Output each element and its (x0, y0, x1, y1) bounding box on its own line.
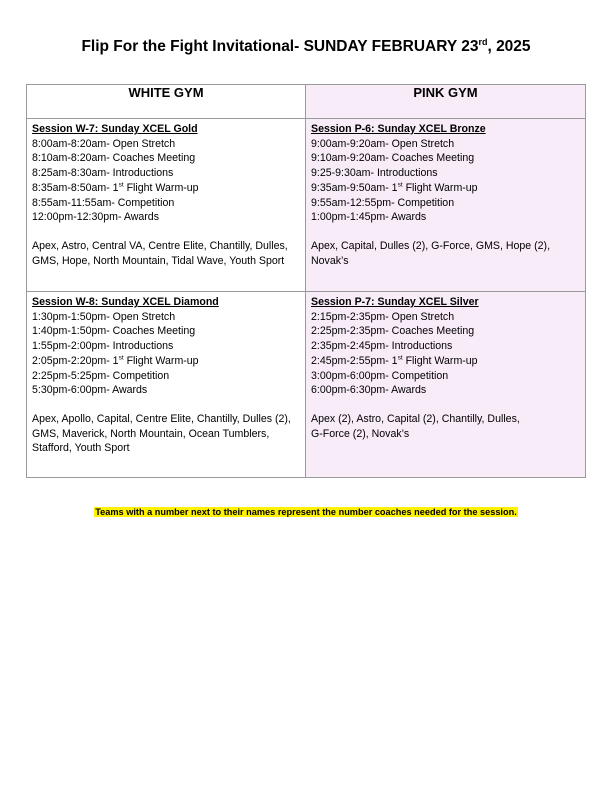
session-title: Session W-7: Sunday XCEL Gold (32, 123, 198, 135)
schedule-line: 3:00pm-6:00pm- Competition (311, 369, 449, 382)
session-cell (27, 292, 306, 478)
schedule-line: 8:00am-8:20am- Open Stretch (32, 137, 176, 150)
highlighted-note-text: Teams with a number next to their names represent the number coaches needed for the session. (95, 507, 517, 517)
schedule-line-text: Flight Warm-up (123, 181, 199, 194)
schedule-line: 2:25pm-2:35pm- Coaches Meeting (311, 325, 475, 338)
team-list (311, 412, 581, 441)
ordinal-suffix: st (118, 181, 124, 189)
session-title: Session P-6: Sunday XCEL Bronze (311, 123, 486, 135)
schedule-line (311, 354, 581, 369)
schedule-line: 1:55pm-2:00pm- Introductions (32, 340, 174, 353)
schedule-line: 9:10am-9:20am- Coaches Meeting (311, 152, 475, 165)
session-block (27, 292, 305, 456)
team-list-line: Apex, Capital, Dulles (2), G-Force, GMS, Hope (2), (311, 239, 551, 252)
schedule-line-text: 2:05pm-2:20pm- 1 (32, 354, 119, 367)
schedule-line (311, 181, 581, 196)
schedule-line-text: Flight Warm-up (123, 354, 199, 367)
schedule-line: 6:00pm-6:30pm- Awards (311, 384, 427, 397)
schedule-line: 8:10am-8:20am- Coaches Meeting (32, 152, 196, 165)
schedule-line-text: 8:35am-8:50am- 1 (32, 181, 119, 194)
ordinal-suffix: st (397, 181, 403, 189)
schedule-line: 2:15pm-2:35pm- Open Stretch (311, 310, 455, 323)
page-title: Flip For the Fight Invitational- SUNDAY FEBRUARY 23rd, 2025 (81, 36, 531, 55)
schedule-line-text: Flight Warm-up (402, 354, 478, 367)
session-title: Session W-8: Sunday XCEL Diamond (32, 296, 219, 308)
coaches-note (0, 507, 612, 517)
session-block (27, 119, 305, 268)
schedule-line-text: 9:35am-9:50am- 1 (311, 181, 398, 194)
session-block (306, 119, 585, 268)
white-gym-header: WHITE GYM (27, 85, 306, 119)
schedule-line: 12:00pm-12:30pm- Awards (32, 211, 160, 224)
schedule-line: 9:55am-12:55pm- Competition (311, 196, 455, 209)
schedule-table (26, 84, 586, 478)
ordinal-suffix: st (118, 354, 124, 362)
team-list-line: GMS, Maverick, North Mountain, Ocean Tumblers, (32, 427, 270, 440)
schedule-line: 1:40pm-1:50pm- Coaches Meeting (32, 325, 196, 338)
team-list-line: Apex, Apollo, Capital, Centre Elite, Chantilly, Dulles (2), (32, 412, 291, 425)
team-list-line: Novak’s (311, 254, 349, 267)
team-list (311, 239, 581, 268)
schedule-line: 5:30pm-6:00pm- Awards (32, 384, 148, 397)
session-title: Session P-7: Sunday XCEL Silver (311, 296, 479, 308)
team-list (32, 412, 301, 456)
schedule-line (32, 181, 301, 196)
schedule-line: 1:00pm-1:45pm- Awards (311, 211, 427, 224)
schedule-line: 2:35pm-2:45pm- Introductions (311, 340, 453, 353)
schedule-line: 9:25-9:30am- Introductions (311, 167, 438, 180)
ordinal-suffix: st (397, 354, 403, 362)
team-list-line: GMS, Hope, North Mountain, Tidal Wave, Youth Sport (32, 254, 285, 267)
pink-gym-header: PINK GYM (306, 85, 586, 119)
session-cell (27, 119, 306, 292)
team-list-line: G-Force (2), Novak’s (311, 427, 410, 440)
session-cell (306, 292, 586, 478)
schedule-line: 1:30pm-1:50pm- Open Stretch (32, 310, 176, 323)
schedule-line: 8:25am-8:30am- Introductions (32, 167, 174, 180)
session-cell (306, 119, 586, 292)
schedule-line: 2:25pm-5:25pm- Competition (32, 369, 170, 382)
schedule-line: 9:00am-9:20am- Open Stretch (311, 137, 455, 150)
team-list (32, 239, 301, 268)
schedule-line-text: Flight Warm-up (402, 181, 478, 194)
schedule-line: 8:55am-11:55am- Competition (32, 196, 175, 209)
schedule-line-text: 2:45pm-2:55pm- 1 (311, 354, 398, 367)
team-list-line: Apex (2), Astro, Capital (2), Chantilly, Dulles, (311, 412, 520, 425)
team-list-line: Apex, Astro, Central VA, Centre Elite, Chantilly, Dulles, (32, 239, 288, 252)
session-block (306, 292, 585, 441)
team-list-line: Stafford, Youth Sport (32, 442, 130, 455)
schedule-line (32, 354, 301, 369)
